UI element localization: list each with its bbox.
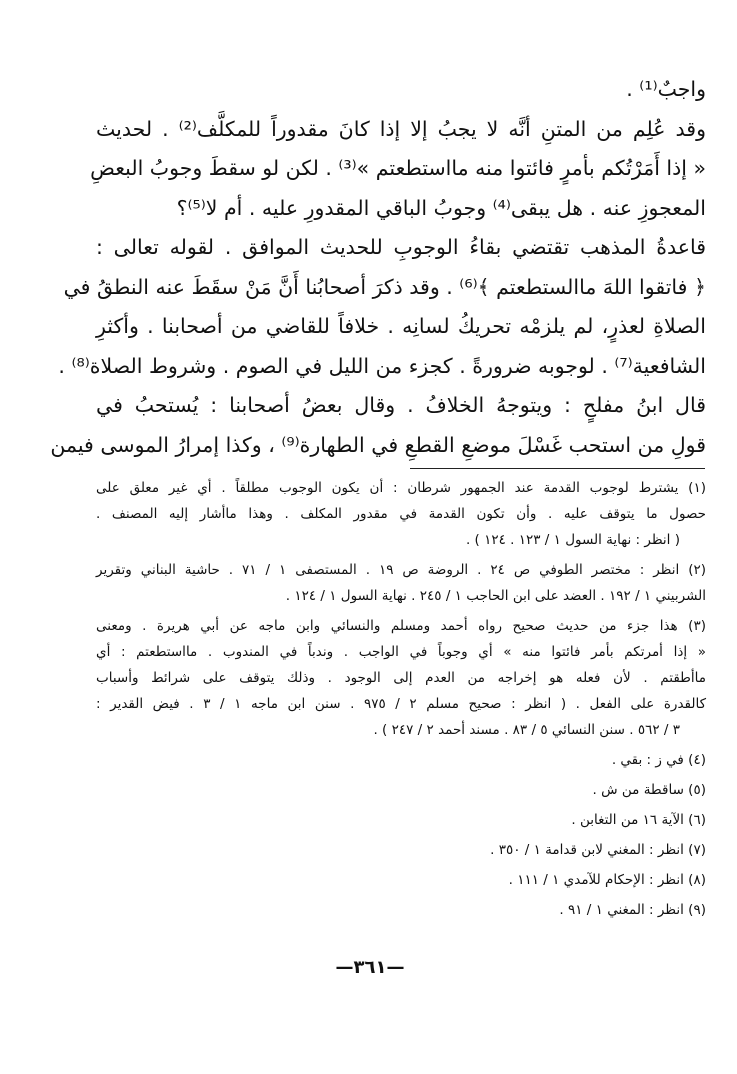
footnote-line: (٢) انظر : مختصر الطوفي ص ٢٤ . الروضة ص ١٩ . المستصفى ١ / ٧١ . حاشية البناني وتقرير <box>96 562 707 578</box>
footnote-line: (٨) انظر : الإحكام للآمدي ١ / ١١١ . <box>508 872 706 888</box>
footnote-7 <box>96 837 706 863</box>
main-text-line: ﴿ فاتقوا اللهَ ماالستطعتم ﴾⁽⁶⁾ . وقد ذكرَ أصحابُنا أَنَّ مَنْ سقَطَ عنه النطقُ في <box>63 274 706 299</box>
footnote-line: ( انظر : نهاية السول ١ / ١٢٣ . ١٢٤ ) . <box>465 532 680 548</box>
footnote-line: (٩) انظر : المغني ١ / ٩١ . <box>559 902 706 918</box>
footnote-line: ٣ / ٥٦٢ . سنن النسائي ٥ / ٨٣ . مسند أحمد ٢ / ٢٤٧ ) . <box>373 722 680 738</box>
main-text-line: واجبٌ⁽¹⁾ . <box>626 77 706 101</box>
footnote-line: (٣) هذا جزء من حديث صحيح رواه أحمد ومسلم والنسائي وابن ماجه عن أبي هريرة . ومعنى <box>96 618 706 634</box>
main-text-line: قاعدةُ المذهب تقتضي بقاءُ الوجوبِ للحديث الموافق . لقوله تعالى : <box>96 235 706 259</box>
footnote-line: الشربيني ١ / ١٩٢ . العضد على ابن الحاجب ١ / ٢٤٥ . نهاية السول ١ / ١٢٤ . <box>285 588 706 604</box>
main-text-line: المعجوزِ عنه . هل يبقى⁽⁴⁾ وجوبُ الباقي المقدورِ عليه . أم لا⁽⁵⁾؟ <box>176 195 706 220</box>
footnote-8 <box>96 867 706 893</box>
footnote-line: (١) يشترط لوجوب القدمة عند الجمهور شرطان : أن يكون الوجوب مطلقاً . أي غير معلق على <box>96 480 706 496</box>
footnote-5 <box>96 777 706 803</box>
footnote-2 <box>96 557 706 609</box>
main-text-line: قولِ من استحب غَسْلَ موضعِ القطعِ في الطهارة⁽⁹⁾ ، وكذا إمرارُ الموسى فيمن <box>50 432 706 457</box>
page-number: —٣٦١— <box>335 957 405 978</box>
main-text-line: الشافعية⁽⁷⁾ . لوجوبه ضرورةً . كجزء من الليل في الصوم . وشروط الصلاة⁽⁸⁾ . <box>58 353 706 378</box>
footnote-4 <box>96 747 706 773</box>
main-text-line: الصلاةِ لعذرٍ، لم يلزمْه تحريكُ لسانِه . خلافاً للقاضي من أصحابنا . وأكثرِ <box>96 314 706 338</box>
footnote-line: ماأطقتم . لأن فعله هو إخراجه من العدم إلى الوجود . وذلك يتوقف على شرائط وأسباب <box>96 670 706 686</box>
footnote-line: (٧) انظر : المغني لابن قدامة ١ / ٣٥٠ . <box>490 842 706 858</box>
footnote-line: حصول ما يتوقف عليه . وأن تكون القدمة في مقدور المكلف . وهذا ماأشار إليه المصنف . <box>96 506 706 522</box>
footnote-line: (٦) الآية ١٦ من التغابن . <box>571 812 706 828</box>
main-text-line: قال ابنُ مفلحٍ : ويتوجهُ الخلافُ . وقال بعضُ أصحابنا : يُستحبُ في <box>96 393 706 417</box>
footnote-6 <box>96 807 706 833</box>
footnotes-block <box>96 475 706 927</box>
footnote-line: (٥) ساقطة من ش . <box>592 782 706 798</box>
footnote-1 <box>96 475 706 553</box>
footnote-line: « إذا أمرتكم بأمر فائتوا منه » أي وجوباً في الواجب . وندباً في المندوب . مااستطعتم : أي <box>96 644 706 660</box>
footnote-line: (٤) في ز : بقي . <box>611 752 706 768</box>
footnote-3 <box>96 613 706 743</box>
footnote-line: كالقدرة على الفعل . ( انظر : صحيح مسلم ٢ / ٩٧٥ . سنن ابن ماجه ١ / ٣ . فيض القدير : <box>96 696 707 712</box>
main-text-line: وقد عُلِم من المتنِ أنَّه لا يجبُ إلا إذا كانَ مقدوراً للمكلَّف⁽²⁾ . لحديث <box>96 116 706 141</box>
main-text-line: « إذا أَمَرْتُكم بأمرٍ فائتوا منه مااستطعتم »⁽³⁾ . لكن لو سقطَ وجوبُ البعضِ <box>90 156 706 180</box>
main-text-block <box>50 70 706 465</box>
footnote-9 <box>96 897 706 923</box>
footnote-separator <box>410 468 705 469</box>
